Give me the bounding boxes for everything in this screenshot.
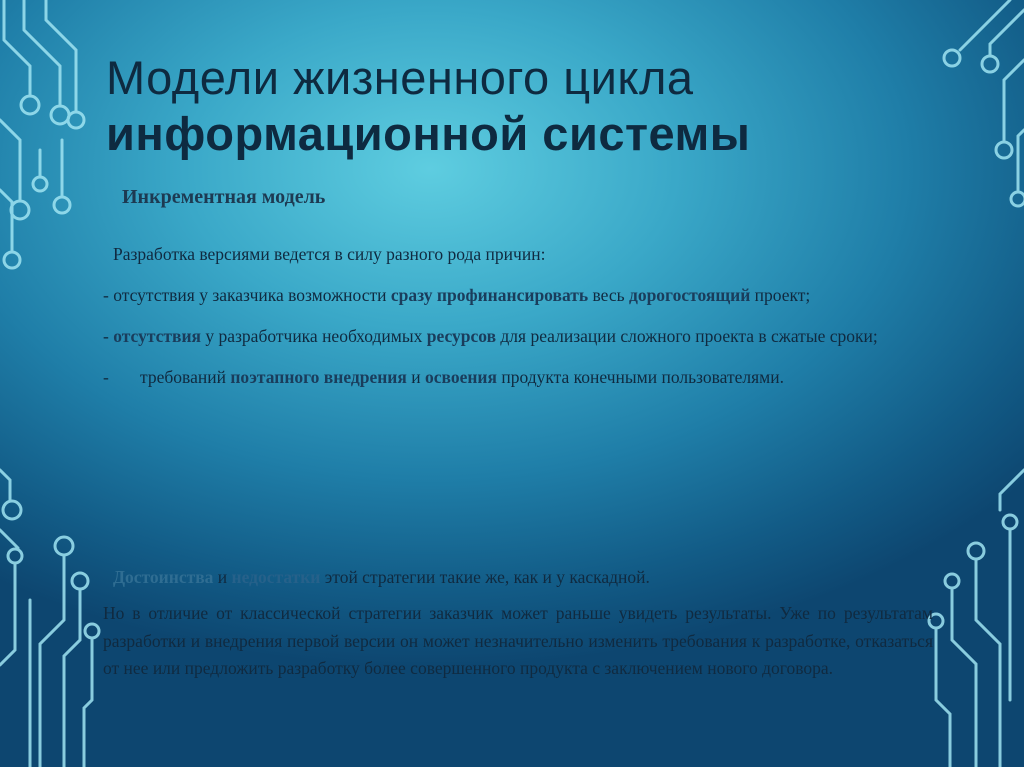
reasons-list bbox=[103, 283, 933, 406]
list-item: - требований поэтапного внедрения и освоения продукта конечными пользователями. bbox=[103, 367, 784, 387]
list-item: - отсутствия у разработчика необходимых ресурсов для реализации сложного проекта в сжатые сроки; bbox=[103, 326, 878, 346]
emphasis: дорогостоящий bbox=[628, 285, 751, 305]
slide-title bbox=[106, 50, 926, 162]
emphasis: сразу bbox=[390, 285, 433, 305]
keyword-disadvantages: недостатки bbox=[231, 567, 321, 587]
emphasis: отсутствия bbox=[113, 326, 201, 346]
emphasis: поэтапного внедрения bbox=[230, 367, 407, 387]
body-paragraph: Но в отличие от классической стратегии заказчик может раньше увидеть результаты. Уже по результатам разработки и внедрения первой версии он может незначительно изменить требования к разработке, отказаться от нее или предложить разработку более совершенного продукта с заключением нового договора. bbox=[103, 603, 933, 678]
emphasis: профинансировать bbox=[436, 285, 589, 305]
emphasis: ресурсов bbox=[426, 326, 497, 346]
list-item: - отсутствия у заказчика возможности сразу профинансировать весь дорогостоящий проект; bbox=[103, 285, 811, 305]
keyword-advantages: Достоинства bbox=[113, 567, 214, 587]
intro-text: Разработка версиями ведется в силу разного рода причин: bbox=[113, 244, 546, 264]
subtitle: Инкрементная модель bbox=[122, 186, 326, 208]
emphasis: освоения bbox=[424, 367, 497, 387]
advantages-line: Достоинства и недостатки этой стратегии такие же, как и у каскадной. bbox=[113, 567, 650, 587]
title-line-2: информационной системы bbox=[106, 107, 751, 160]
title-line-1: Модели жизненного цикла bbox=[106, 51, 694, 104]
